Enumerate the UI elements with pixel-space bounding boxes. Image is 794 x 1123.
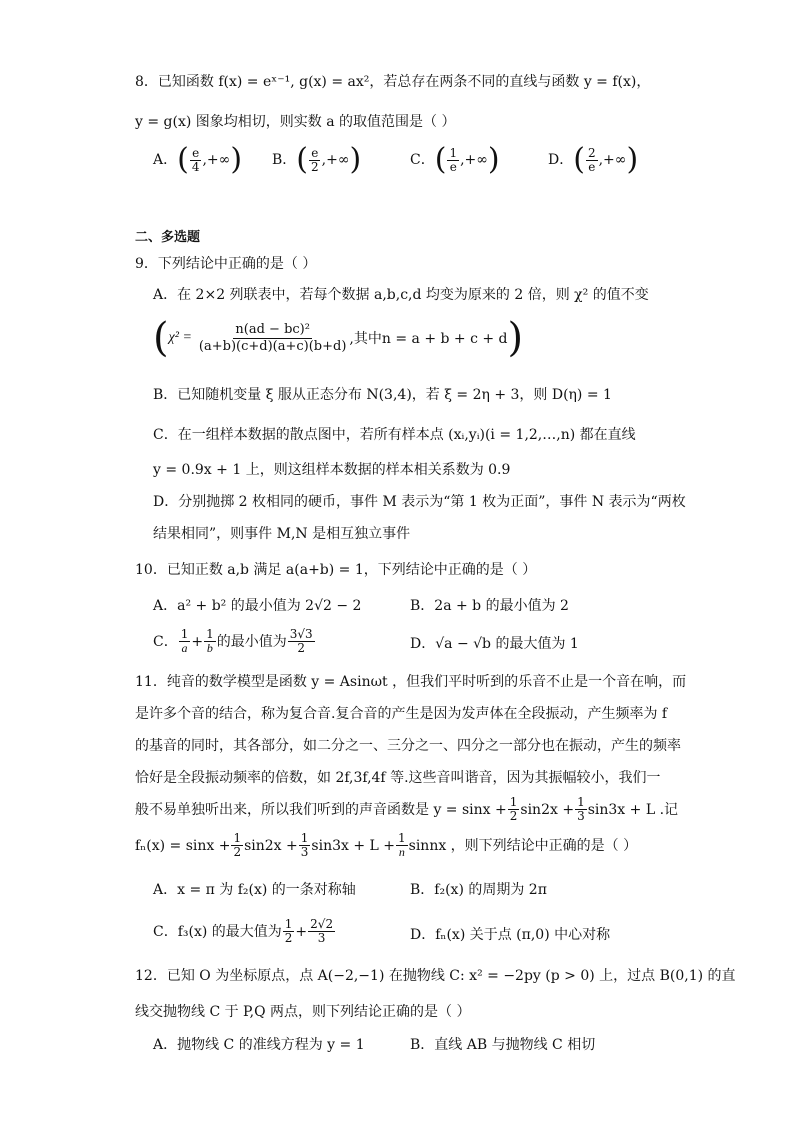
q8-c-num: 1 xyxy=(449,145,458,160)
q8-option-d: D． ( $\frac{2}{e}$ ,+∞ ) xyxy=(548,142,639,177)
q11-line4: 恰好是全段振动频率的倍数，如 2f,3f,4f 等.这些音叫谐音，因为其振幅较小，我们一 xyxy=(135,770,661,786)
q10-stem: 10．已知正数 a,b 满足 a(a+b) = 1，下列结论中正确的是（ ） xyxy=(135,562,537,578)
q10-option-c: C． $\frac{1}{a}$ + $\frac{1}{b}$ 的最小值为 $\frac{3√3}{2}$ xyxy=(153,627,313,655)
q8-b-tail: ,+∞ xyxy=(321,152,350,168)
q8-b-num: e xyxy=(311,145,319,160)
q8-line2: y = g(x) 图象均相切，则实数 a 的取值范围是（ ） xyxy=(135,114,456,130)
q12-option-a: A．抛物线 C 的准线方程为 y = 1 xyxy=(153,1037,365,1053)
q8-a-num: e xyxy=(192,145,200,160)
q9-option-b: B．已知随机变量 ξ 服从正态分布 N(3,4)，若 ξ = 2η + 3，则 D(η) = 1 xyxy=(153,387,612,403)
q8-option-c: C． ( $\frac{1}{e}$ ,+∞ ) xyxy=(410,142,500,177)
q11-option-d: D．fₙ(x) 关于点 (π,0) 中心对称 xyxy=(410,927,611,943)
q9-formula-den: (a+b)(c+d)(a+c)(b+d) xyxy=(198,338,347,354)
q9-option-a-formula: ( χ² = $\frac{\text{n(ad − bc)²}}{(a+b)(c+d)(a+c)(b+d)}$ ,其中n = a + b + c + d ) xyxy=(153,315,524,361)
section-heading: 二、多选题 xyxy=(135,230,201,245)
q11-line6: fₙ(x) = sinx + $\frac{1}{2}$ sin2x + $\frac{1}{3}$ sin3x + L + $\frac{1}{n}$ sinnx ，则下列结论中正确的是（ ） xyxy=(135,831,638,859)
q12-option-b: B．直线 AB 与抛物线 C 相切 xyxy=(410,1037,596,1053)
q10-option-d: D．√a − √b 的最大值为 1 xyxy=(410,636,579,652)
q8-option-b: B． ( $\frac{e}{2}$ ,+∞ ) xyxy=(272,142,362,177)
q11-line2: 是许多个音的结合，称为复合音.复合音的产生是因为发声体在全段振动，产生频率为 f xyxy=(135,706,668,722)
q9-formula-rhs: ,其中n = a + b + c + d xyxy=(349,331,508,347)
q11-option-c: C．f₃(x) 的最大值为 $\frac{1}{2}$ + $\frac{2√2}{3}$ xyxy=(153,917,334,945)
q8-option-a-label: A． xyxy=(153,152,178,168)
q9-option-c-line2: y = 0.9x + 1 上，则这组样本数据的样本相关系数为 0.9 xyxy=(153,462,511,478)
q11-line3: 的基音的同时，其各部分，如二分之一、三分之一、四分之一部分也在振动，产生的频率 xyxy=(135,738,681,754)
q10-option-c-label: C． xyxy=(153,633,178,650)
q8-a-tail: ,+∞ xyxy=(202,152,231,168)
q11-line5: 般不易单独听出来，所以我们听到的声音函数是 y = sinx + $\frac{1}{2}$ sin2x + $\frac{1}{3}$ sin3x + L .记 xyxy=(135,795,679,823)
q10-option-b: B．2a + b 的最小值为 2 xyxy=(410,598,569,614)
q8-option-c-label: C． xyxy=(410,152,435,168)
q8-d-tail: ,+∞ xyxy=(598,152,627,168)
q9-formula-num: n(ad − bc)² xyxy=(235,321,310,337)
q9-stem: 9．下列结论中正确的是（ ） xyxy=(135,256,317,272)
q8-d-num: 2 xyxy=(587,145,596,160)
q11-option-a: A．x = π 为 f₂(x) 的一条对称轴 xyxy=(153,882,356,898)
q8-b-den: 2 xyxy=(311,159,319,174)
q9-formula-lhs: χ² = xyxy=(168,330,192,345)
q8-line1: 8．已知函数 f(x) = eˣ⁻¹, g(x) = ax²，若总存在两条不同的直线与函数 y = f(x)， xyxy=(135,74,651,90)
q11-option-b: B．f₂(x) 的周期为 2π xyxy=(410,882,547,898)
q8-c-tail: ,+∞ xyxy=(460,152,488,168)
q9-option-a-line1: A．在 2×2 列联表中，若每个数据 a,b,c,d 均变为原来的 2 倍，则 χ² 的值不变 xyxy=(153,287,649,303)
q8-option-a: A． ( $\frac{e}{4}$ ,+∞ ) xyxy=(153,142,243,177)
q12-line1: 12．已知 O 为坐标原点，点 A(−2,−1) 在抛物线 C: x² = −2py (p > 0) 上，过点 B(0,1) 的直 xyxy=(135,968,736,984)
q10-option-a: A．a² + b² 的最小值为 2√2 − 2 xyxy=(153,598,362,614)
q9-option-c-line1: C．在一组样本数据的散点图中，若所有样本点 (xᵢ,yᵢ)(i = 1,2,…,n) 都在直线 xyxy=(153,427,636,443)
q11-line1: 11．纯音的数学模型是函数 y = Asinωt ，但我们平时听到的乐音不止是一个音在响，而 xyxy=(135,674,687,690)
q9-option-d-line1: D．分别抛掷 2 枚相同的硬币，事件 M 表示为“第 1 枚为正面”，事件 N 表示为“两枚 xyxy=(153,494,686,510)
q8-option-b-label: B． xyxy=(272,152,297,168)
q12-line2: 线交抛物线 C 于 P,Q 两点，则下列结论正确的是（ ） xyxy=(135,1004,471,1020)
q8-d-den: e xyxy=(588,159,596,174)
q8-option-d-label: D． xyxy=(548,152,574,168)
q8-a-den: 4 xyxy=(191,159,200,174)
q8-c-den: e xyxy=(449,159,457,174)
q9-option-d-line2: 结果相同”，则事件 M,N 是相互独立事件 xyxy=(153,526,411,542)
